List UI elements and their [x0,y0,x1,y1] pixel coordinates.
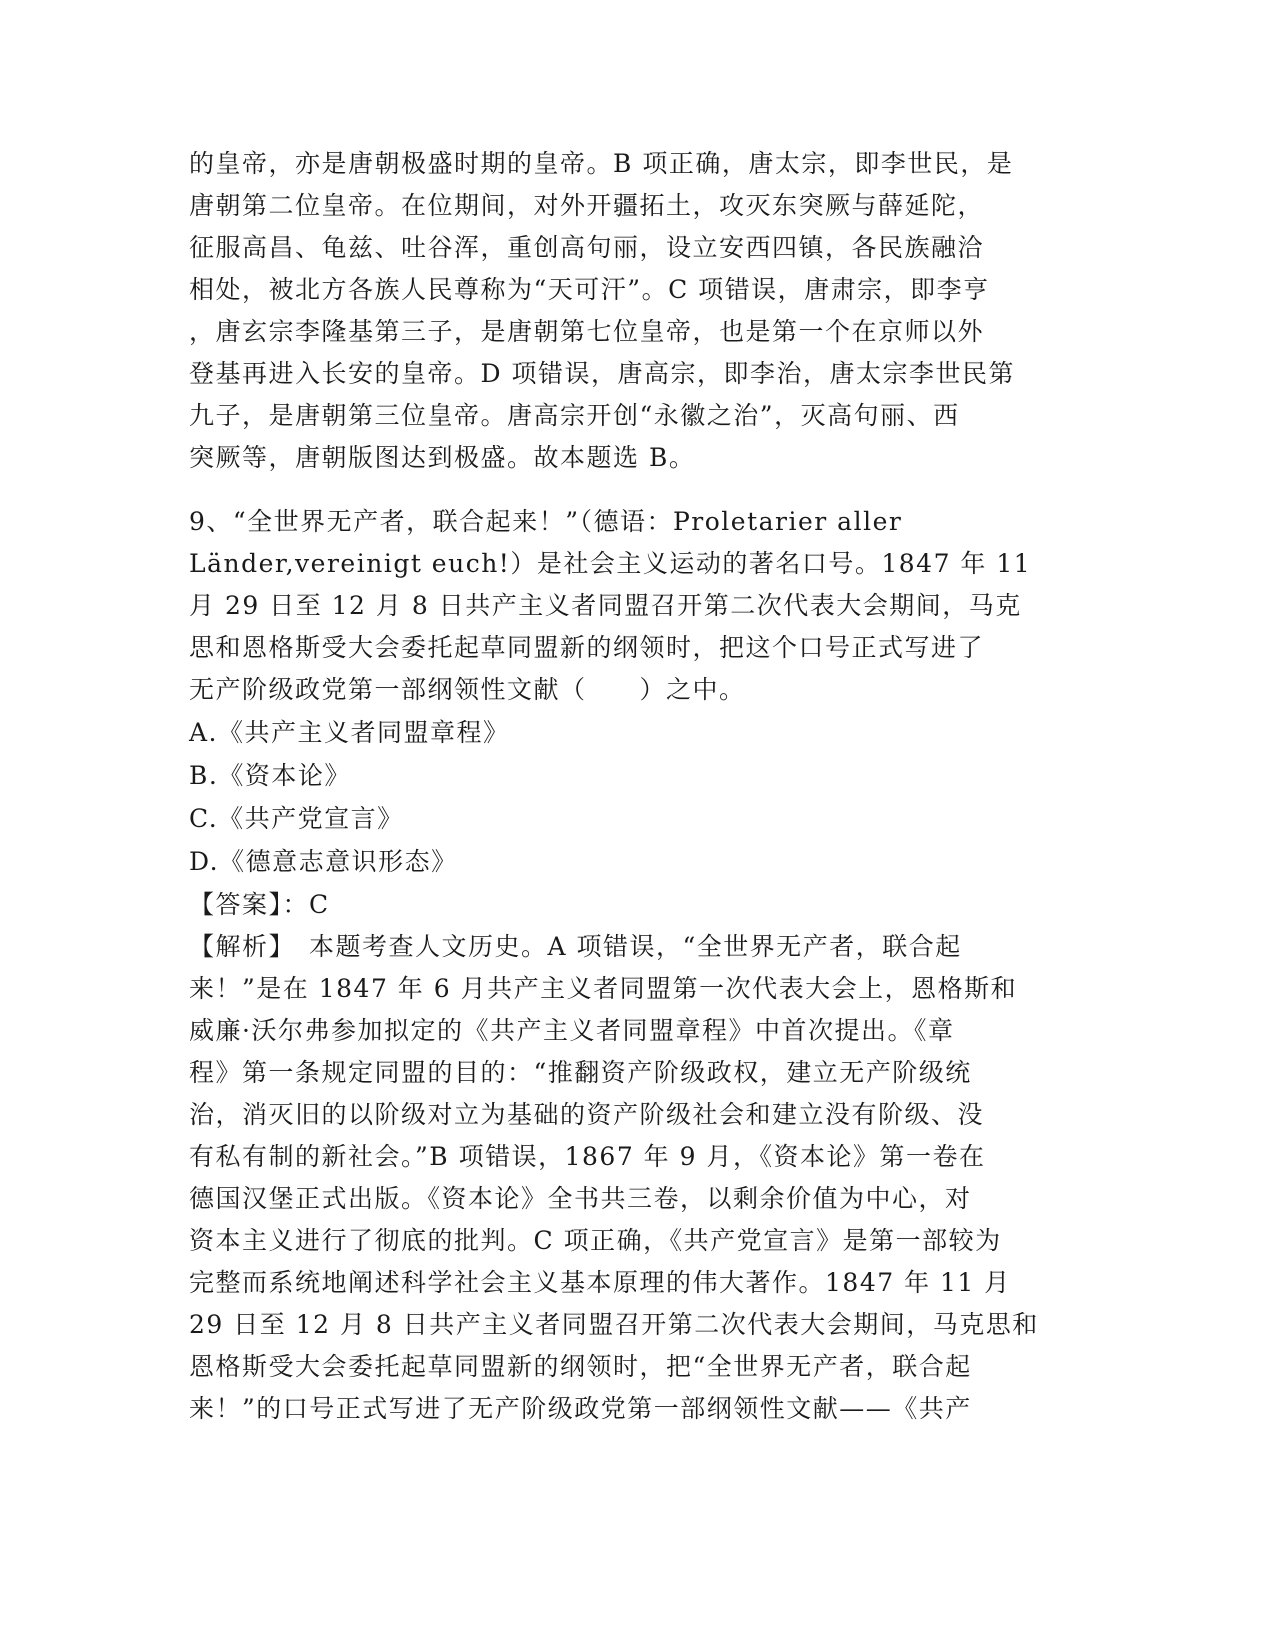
stem-line: 9、“全世界无产者，联合起来！”（德语：Proletarier aller [189,507,903,536]
paragraph-spacer [189,479,1089,501]
explanation-line: 程》第一条规定同盟的目的：“推翻资产阶级政权，建立无产阶级统 [189,1058,972,1087]
question-stem [189,501,1089,711]
previous-explanation-continuation [189,143,1089,479]
stem-line: Länder,vereinigt euch!）是社会主义运动的著名口号。1847 年 11 [189,549,1032,578]
option-b: B.《资本论》 [189,761,351,790]
text-line: 征服高昌、龟兹、吐谷浑，重创高句丽，设立安西四镇，各民族融洽 [189,233,985,262]
explanation-line: 有私有制的新社会。”B 项错误，1867 年 9 月，《资本论》第一卷在 [189,1142,986,1171]
explanation-line: 29 日至 12 月 8 日共产主义者同盟召开第二次代表大会期间，马克思和 [189,1310,1039,1339]
answer-line: 【答案】：C [189,890,330,919]
text-line: 相处，被北方各族人民尊称为“天可汗”。C 项错误，唐肃宗，即李亨 [189,275,990,304]
text-line: ，唐玄宗李隆基第三子，是唐朝第七位皇帝，也是第一个在京师以外 [189,317,985,346]
text-line: 突厥等，唐朝版图达到极盛。故本题选 B。 [189,443,696,472]
stem-line: 月 29 日至 12 月 8 日共产主义者同盟召开第二次代表大会期间，马克 [189,591,1022,620]
explanation-line: 德国汉堡正式出版。《资本论》全书共三卷，以剩余价值为中心，对 [189,1184,972,1213]
explanation-line: 恩格斯受大会委托起草同盟新的纲领时，把“全世界无产者，联合起 [189,1352,972,1381]
question-9 [189,501,1089,1430]
explanation-line: 来！”的口号正式写进了无产阶级政党第一部纲领性文献——《共产 [189,1394,972,1423]
stem-line: 无产阶级政党第一部纲领性文献（ ）之中。 [189,675,746,704]
explanation-line: 【解析】 本题考查人文历史。A 项错误，“全世界无产者，联合起 [189,932,962,961]
explanation [189,926,1089,1430]
explanation-line: 治，消灭旧的以阶级对立为基础的资产阶级社会和建立没有阶级、没 [189,1100,985,1129]
explanation-line: 来！”是在 1847 年 6 月共产主义者同盟第一次代表大会上，恩格斯和 [189,974,1018,1003]
option-d: D.《德意志意识形态》 [189,847,458,876]
text-line: 登基再进入长安的皇帝。D 项错误，唐高宗，即李治，唐太宗李世民第 [189,359,1015,388]
page-content [189,143,1089,1430]
text-line: 九子，是唐朝第三位皇帝。唐高宗开创“永徽之治”，灭高句丽、西 [189,401,960,430]
text-line: 唐朝第二位皇帝。在位期间，对外开疆拓土，攻灭东突厥与薛延陀， [189,191,985,220]
text-line: 的皇帝，亦是唐朝极盛时期的皇帝。B 项正确，唐太宗，即李世民，是 [189,149,1014,178]
option-a: A.《共产主义者同盟章程》 [189,718,510,747]
answer-options [189,711,1089,883]
explanation-line: 威廉·沃尔弗参加拟定的《共产主义者同盟章程》中首次提出。《章 [189,1016,955,1045]
option-c: C.《共产党宣言》 [189,804,404,833]
explanation-line: 完整而系统地阐述科学社会主义基本原理的伟大著作。1847 年 11 月 [189,1268,1011,1297]
stem-line: 思和恩格斯受大会委托起草同盟新的纲领时，把这个口号正式写进了 [189,633,985,662]
explanation-line: 资本主义进行了彻底的批判。C 项正确，《共产党宣言》是第一部较为 [189,1226,1002,1255]
